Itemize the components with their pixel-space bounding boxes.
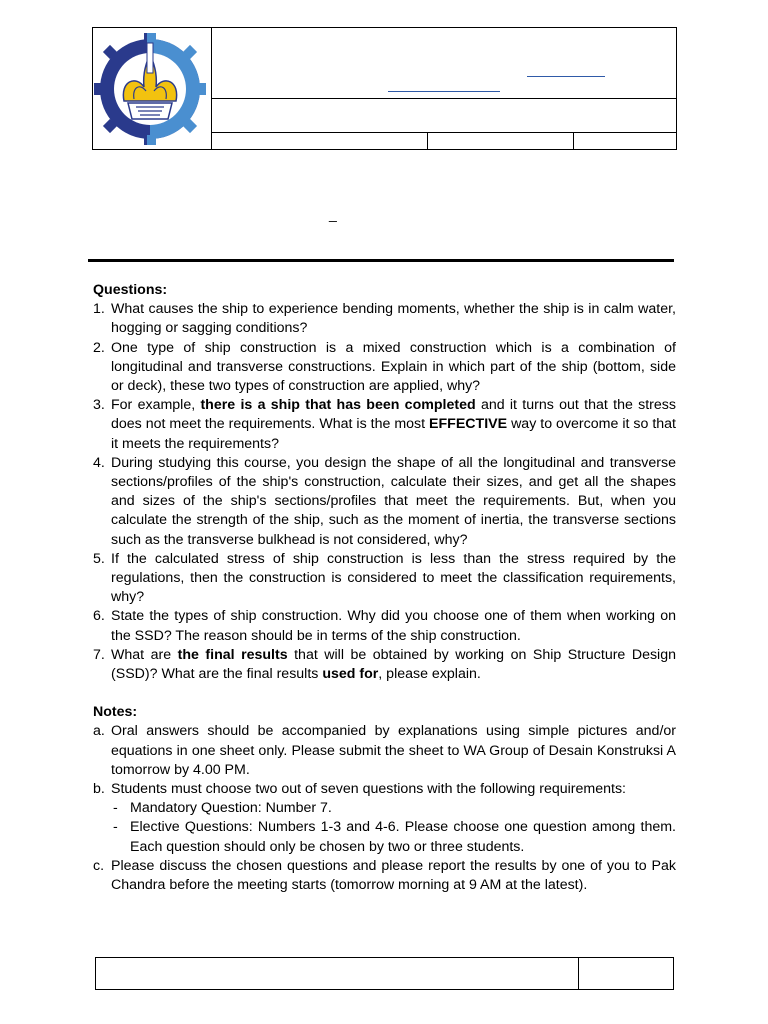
underline-link	[527, 76, 605, 77]
question-text: During studying this course, you design the shape of all the longitudinal and transverse sections/profiles of the ship's construction, calculate their sizes, and get all the shapes and sizes of the ship's sections/profiles that meet the requirements. But, when you calculate the strength of the ship, such as the moment of inertia, the transverse sections such as the transverse bulkhead is not considered, why?	[111, 454, 676, 548]
question-number: 2.	[93, 339, 105, 356]
question-text: way to overcome it so that it meets the requirements?	[111, 416, 677, 452]
notes-list	[93, 722, 676, 895]
question-item	[93, 300, 676, 338]
question-number: 7.	[93, 646, 105, 663]
note-subitem-dash: -	[113, 800, 118, 817]
question-number: 6.	[93, 608, 105, 625]
note-letter: a.	[93, 723, 105, 740]
underline-link	[388, 91, 500, 92]
question-emphasis: EFFECTIVE	[429, 416, 508, 433]
header-info-cell	[427, 132, 574, 149]
header-info-row	[211, 132, 676, 149]
question-number: 5.	[93, 550, 105, 567]
footer-table	[95, 957, 674, 990]
note-sublist	[93, 799, 676, 857]
note-subitem	[93, 799, 676, 818]
question-text: What are	[111, 646, 178, 663]
question-emphasis: used for	[322, 666, 379, 683]
question-text: , please explain.	[378, 666, 481, 683]
note-item	[93, 722, 676, 780]
footer-cell-divider	[578, 958, 579, 989]
question-item	[93, 550, 676, 608]
header-info-cell	[211, 132, 428, 149]
header-title-row	[211, 28, 676, 99]
note-letter: c.	[93, 857, 105, 874]
note-subitem-text: Mandatory Question: Number 7.	[130, 800, 332, 817]
questions-list	[93, 300, 676, 684]
university-logo	[93, 28, 211, 149]
question-emphasis: there is a ship that has been completed	[200, 397, 476, 414]
question-text: and it turns out that the stress does not meet the requirements. What is the most	[111, 397, 676, 433]
question-text: What causes the ship to experience bending moments, whether the ship is in calm water, hogging or sagging conditions?	[111, 301, 676, 337]
question-text: One type of ship construction is a mixed construction which is a combination of longitudinal and transverse constructions. Explain in which part of the ship (bottom, side or deck), these two types of construction are applied, why?	[111, 339, 676, 395]
header-subtitle-row	[211, 98, 676, 133]
note-text: Students must choose two out of seven questions with the following requirements:	[111, 781, 626, 798]
note-text: Please discuss the chosen questions and please report the results by one of you to Pak Chandra before the meeting starts (tomorrow morning at 9 AM at the latest).	[111, 857, 676, 894]
note-subitem	[93, 818, 676, 856]
note-item	[93, 857, 676, 895]
question-number: 1.	[93, 301, 105, 318]
question-item	[93, 646, 676, 684]
question-text: For example,	[111, 397, 201, 414]
question-item	[93, 607, 676, 645]
logo-cell	[93, 28, 212, 149]
question-item	[93, 396, 676, 454]
notes-heading: Notes:	[93, 704, 138, 721]
title-dash: _	[329, 206, 337, 222]
note-item	[93, 780, 676, 799]
question-text: State the types of ship construction. Why did you choose one of them when working on the SSD? The reason should be in terms of the ship construction.	[111, 608, 676, 644]
note-subitem-dash: -	[113, 819, 118, 836]
question-number: 4.	[93, 454, 105, 471]
note-letter: b.	[93, 781, 105, 798]
question-item	[93, 339, 676, 397]
header-table	[92, 27, 677, 150]
question-number: 3.	[93, 397, 105, 414]
note-text: Oral answers should be accompanied by explanations using simple pictures and/or equations in one sheet only. Please submit the sheet to WA Group of Desain Konstruksi A tomorrow by 4.00 PM.	[111, 723, 676, 778]
note-subitem-text: Elective Questions: Numbers 1-3 and 4-6. Please choose one question among them. Each question should only be chosen by two or three students.	[130, 819, 676, 855]
question-emphasis: the final results	[177, 646, 288, 663]
document-body	[93, 281, 676, 895]
question-item	[93, 454, 676, 550]
question-text: If the calculated stress of ship construction is less than the stress required by the regulations, then the construction is considered to meet the classification requirements, why?	[111, 550, 676, 606]
questions-heading: Questions:	[93, 282, 168, 298]
question-text: that will be obtained by working on Ship Structure Design (SSD)? What are the final results	[111, 646, 676, 683]
horizontal-rule	[88, 259, 674, 262]
